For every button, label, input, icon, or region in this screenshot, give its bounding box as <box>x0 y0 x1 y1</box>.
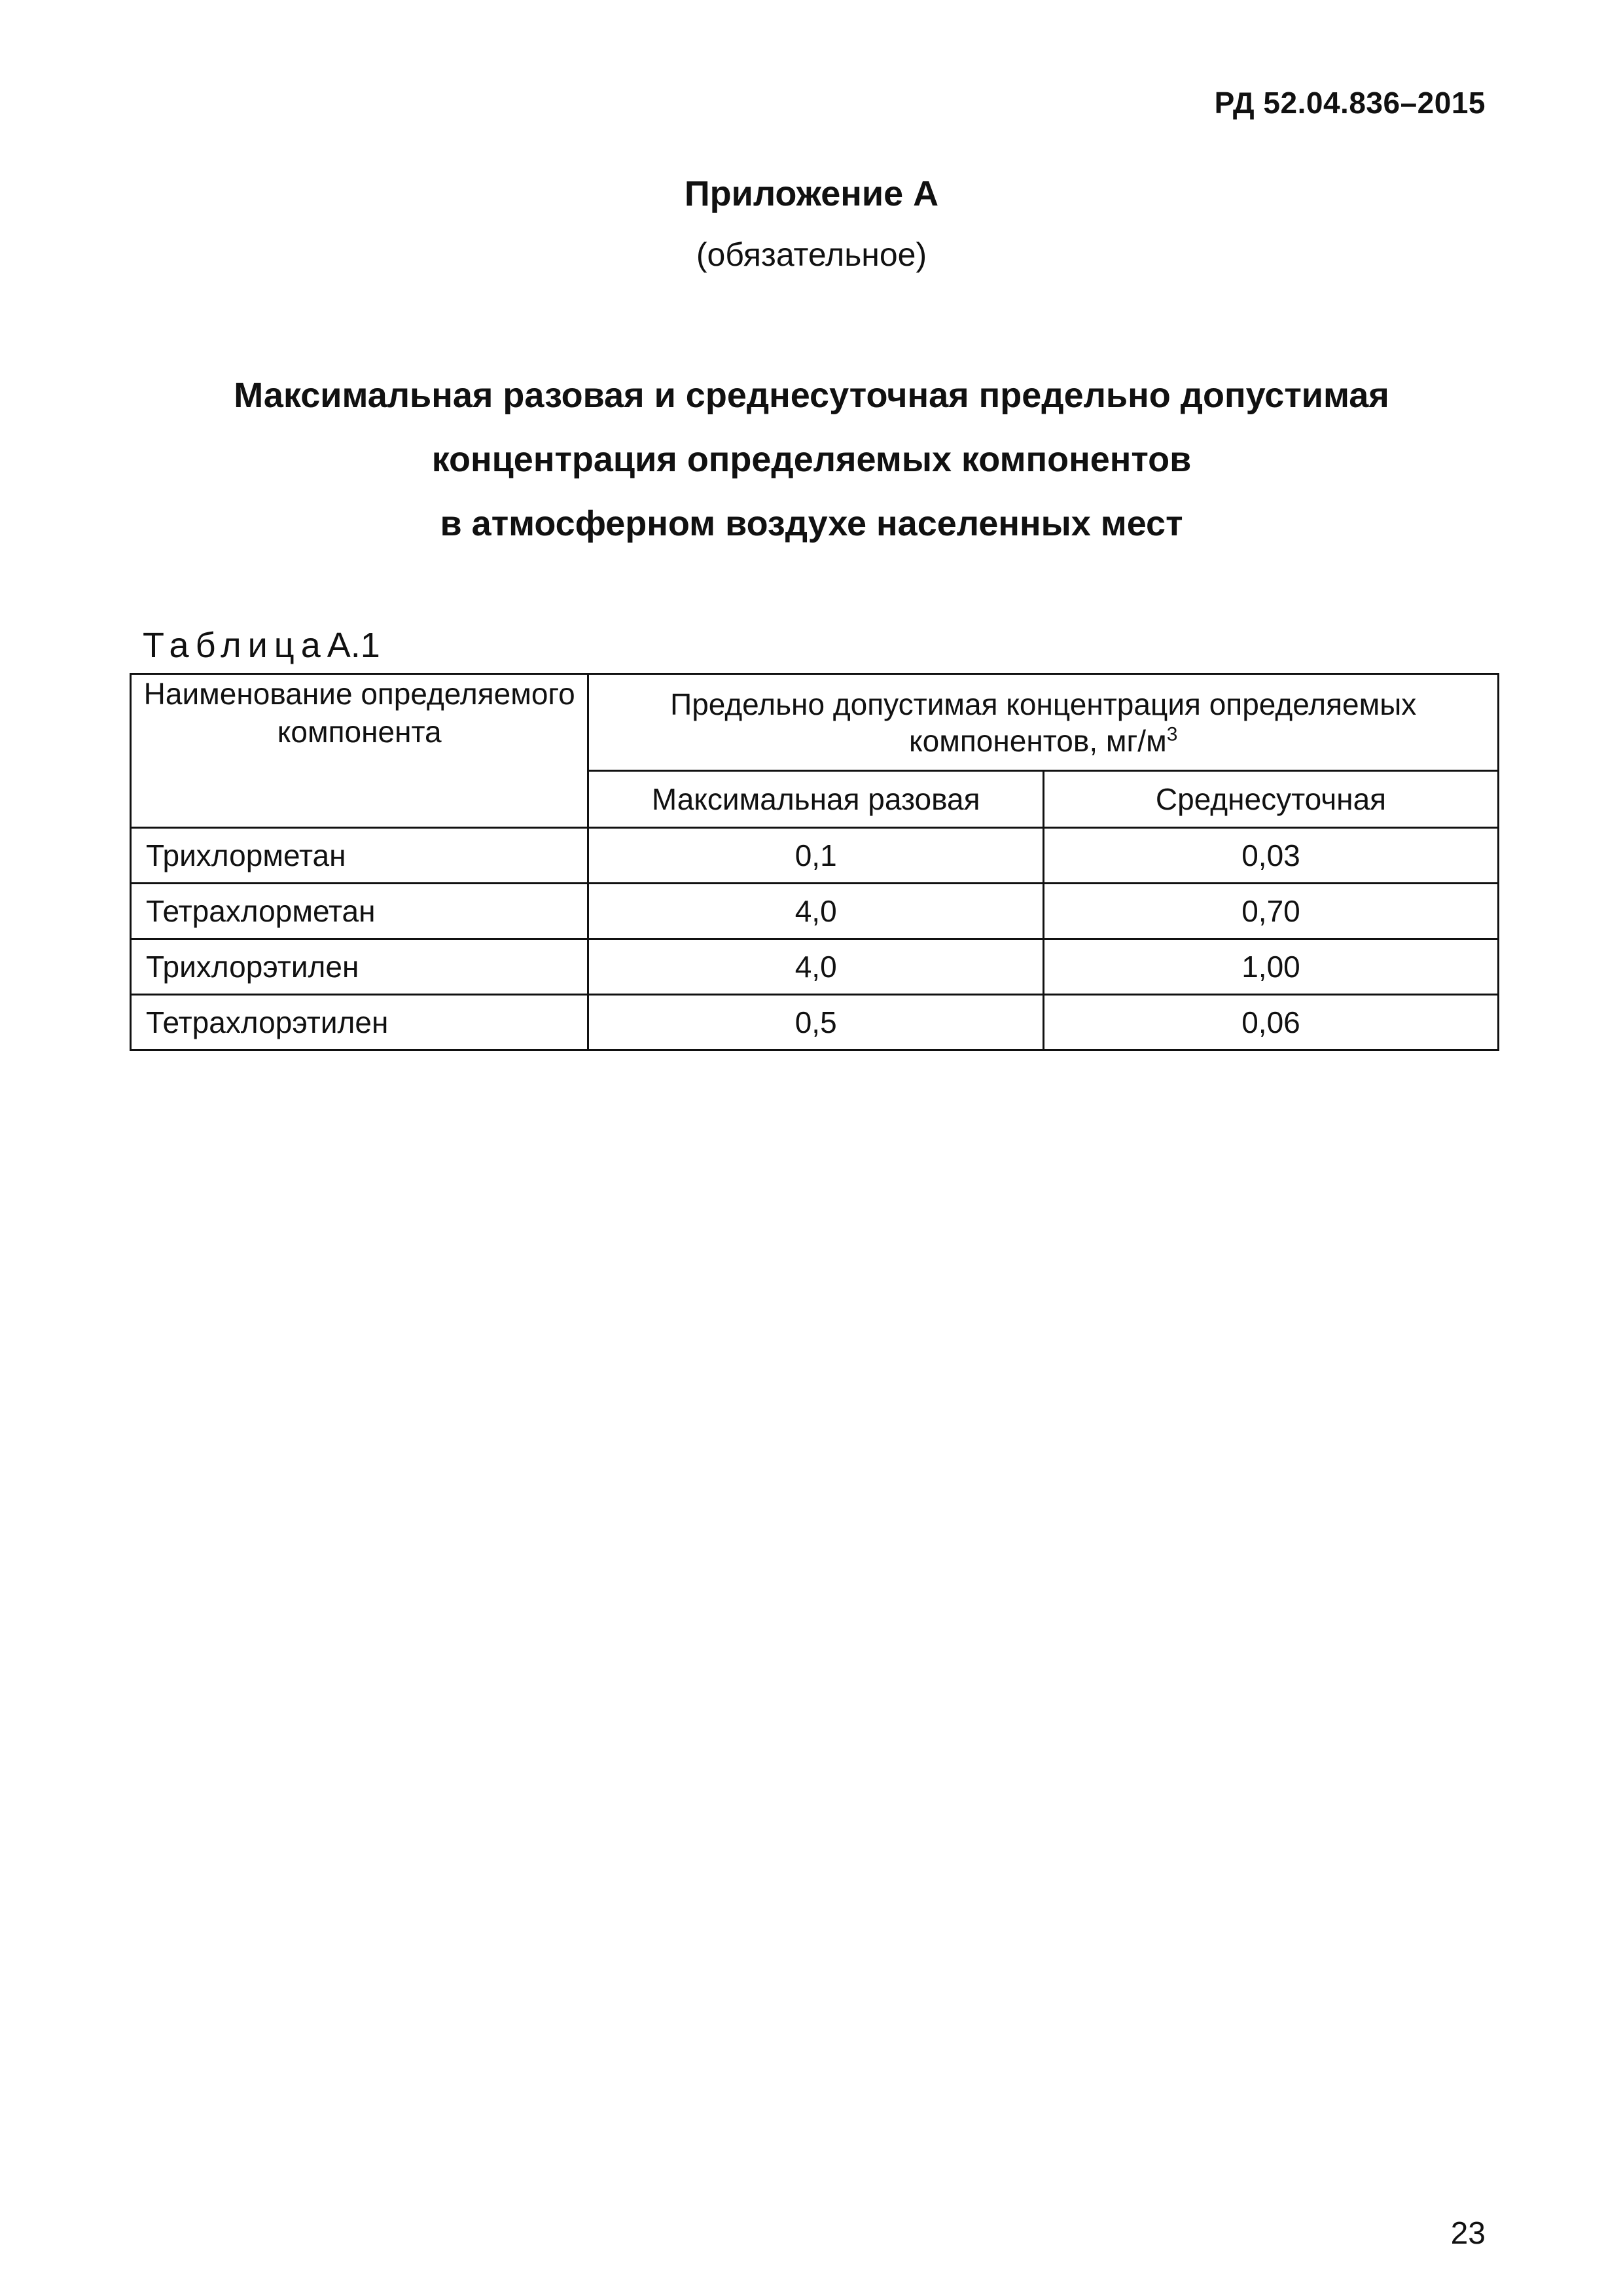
avg-value: 0,06 <box>1043 995 1498 1050</box>
max-value: 0,5 <box>588 995 1044 1050</box>
main-title-line-2: концентрация определяемых компонентов <box>431 440 1192 479</box>
max-value: 4,0 <box>588 939 1044 995</box>
document-code: РД 52.04.836–2015 <box>1214 86 1486 120</box>
component-name: Трихлорметан <box>131 828 588 884</box>
header-max: Максимальная разовая <box>588 771 1044 828</box>
component-name: Тетрахлорметан <box>131 884 588 939</box>
main-title-line-1: Максимальная разовая и среднесуточная предельно допустимая <box>234 376 1389 415</box>
max-value: 4,0 <box>588 884 1044 939</box>
table-caption <box>143 625 380 666</box>
main-title <box>0 363 1623 556</box>
header-limit-text: Предельно допустимая концентрация определяемых компонентов, мг/м <box>670 687 1417 758</box>
page-number: 23 <box>1450 2216 1486 2251</box>
table-row <box>131 995 1499 1050</box>
table-row <box>131 939 1499 995</box>
header-avg: Среднесуточная <box>1043 771 1498 828</box>
main-title-line-3: в атмосферном воздухе населенных мест <box>440 504 1183 543</box>
component-name: Тетрахлорэтилен <box>131 995 588 1050</box>
avg-value: 1,00 <box>1043 939 1498 995</box>
component-name: Трихлорэтилен <box>131 939 588 995</box>
header-limit <box>588 674 1499 771</box>
table-row <box>131 884 1499 939</box>
concentration-table <box>130 673 1499 1051</box>
header-limit-unit-exponent: 3 <box>1166 723 1178 745</box>
table-caption-word: Таблица <box>143 626 327 665</box>
avg-value: 0,70 <box>1043 884 1498 939</box>
appendix-status: (обязательное) <box>696 236 927 273</box>
appendix-title: Приложение А <box>684 174 939 213</box>
table-row <box>131 828 1499 884</box>
avg-value: 0,03 <box>1043 828 1498 884</box>
table-header-row <box>131 674 1499 771</box>
max-value: 0,1 <box>588 828 1044 884</box>
header-component: Наименование определяемого компонента <box>131 674 588 828</box>
table-caption-number: А.1 <box>327 626 380 665</box>
